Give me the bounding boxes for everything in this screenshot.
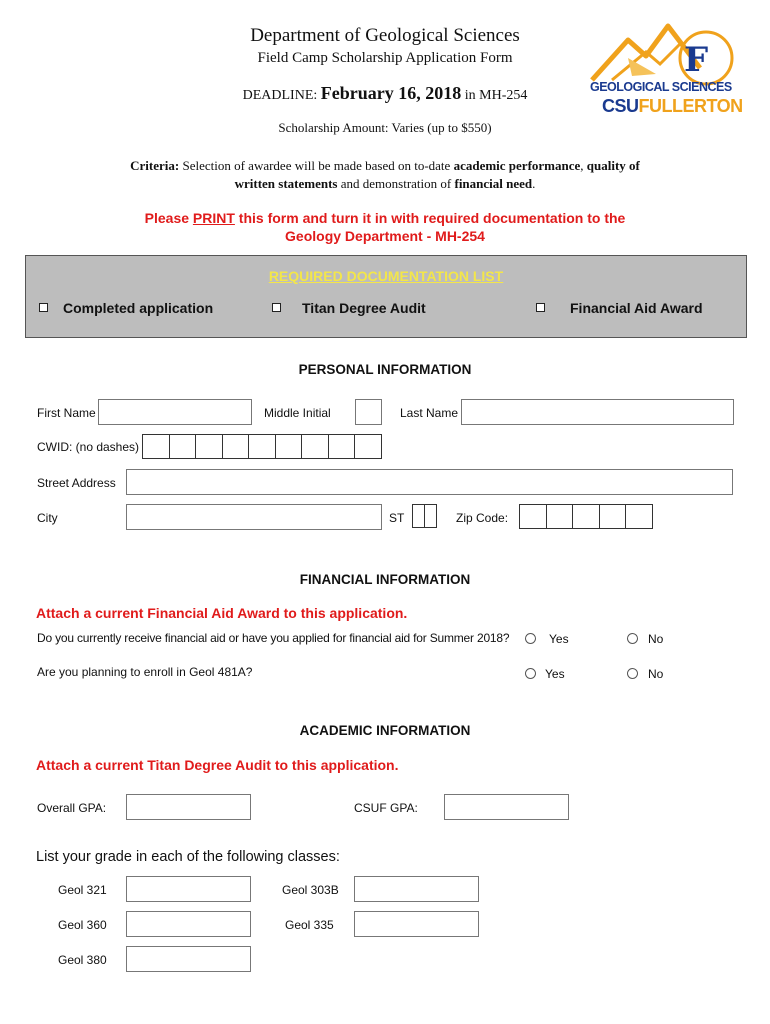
financial-aid-award-checkbox[interactable] [536,303,545,312]
cwid-digit-cell[interactable] [142,434,170,459]
zip-digit-cell[interactable] [599,504,627,529]
street-address-field[interactable] [126,469,733,495]
cwid-digit-cell[interactable] [354,434,382,459]
logo-line1: GEOLOGICAL SCIENCES [590,80,732,94]
financial-aid-award-label: Financial Aid Award [570,300,703,316]
middle-initial-label: Middle Initial [264,406,331,420]
cwid-digit-cell[interactable] [328,434,356,459]
logo-csu: CSU [602,96,639,116]
first-name-field[interactable] [98,399,252,425]
geol-380-grade-field[interactable] [126,946,251,972]
geol-303b-label: Geol 303B [282,883,339,897]
department-title: Department of Geological Sciences [250,25,520,46]
personal-info-heading: PERSONAL INFORMATION [298,362,472,377]
cwid-digit-cell[interactable] [275,434,303,459]
deadline-location: in MH-254 [464,88,528,103]
logo-letter: F [684,40,709,80]
cwid-digit-cell[interactable] [301,434,329,459]
scholarship-amount: Scholarship Amount: Varies (up to $550) [278,120,492,135]
instruction-print: PRINT [192,210,235,226]
instruction-line2: Geology Department - MH-254 [285,228,485,244]
financial-aid-question: Do you currently receive financial aid or have you applied for financial aid for Summer 2018? [37,631,510,645]
csuf-gpa-label: CSUF GPA: [354,801,418,815]
geological-sciences-logo [588,18,743,128]
completed-application-checkbox[interactable] [39,303,48,312]
form-title: Field Camp Scholarship Application Form [257,50,513,66]
completed-application-label: Completed application [63,300,214,316]
criteria-bold: academic performance [453,158,581,173]
financial-aid-yes-label: Yes [549,632,569,646]
titan-degree-audit-label: Titan Degree Audit [302,300,426,316]
deadline-date: February 16, 2018 [320,83,462,103]
zip-digit-cell[interactable] [572,504,600,529]
overall-gpa-label: Overall GPA: [37,801,107,815]
zip-digit-cell[interactable] [519,504,547,529]
geol-335-grade-field[interactable] [354,911,479,937]
cwid-digit-cell[interactable] [222,434,250,459]
zip-digit-cell[interactable] [546,504,574,529]
financial-aid-no-label: No [648,632,664,646]
geol-321-grade-field[interactable] [126,876,251,902]
print-instruction [60,209,710,245]
cwid-label: CWID: (no dashes) [37,440,140,454]
geol-360-grade-field[interactable] [126,911,251,937]
geol-321-label: Geol 321 [58,883,107,897]
required-docs-title: REQUIRED DOCUMENTATION LIST [268,268,504,284]
city-field[interactable] [126,504,382,530]
geol-481a-question: Are you planning to enroll in Geol 481A? [37,665,253,679]
classes-heading: List your grade in each of the following classes: [36,849,340,865]
criteria-part: , [580,158,584,173]
criteria-bold: quality of [586,158,640,173]
cwid-digit-cell[interactable] [195,434,223,459]
required-docs-panel [25,255,747,338]
last-name-label: Last Name [400,406,459,420]
first-name-label: First Name [37,406,96,420]
geol-481a-no-label: No [648,667,664,681]
financial-aid-no-radio[interactable] [627,633,638,644]
financial-aid-yes-radio[interactable] [525,633,536,644]
financial-info-heading: FINANCIAL INFORMATION [299,572,471,587]
overall-gpa-field[interactable] [126,794,251,820]
instruction-text: this form and turn it in with required documentation to the [238,210,626,226]
criteria-part: and demonstration of [340,176,452,191]
geol-481a-no-radio[interactable] [627,668,638,679]
geol-481a-yes-label: Yes [545,667,565,681]
city-label: City [37,511,58,525]
financial-attach-note: Attach a current Financial Aid Award to this application. [36,605,408,621]
criteria-label: Criteria: [130,158,180,173]
instruction-text: Please [144,210,190,226]
last-name-field[interactable] [461,399,734,425]
geol-380-label: Geol 380 [58,953,107,967]
academic-attach-note: Attach a current Titan Degree Audit to this application. [36,757,399,773]
geol-335-label: Geol 335 [285,918,334,932]
csuf-gpa-field[interactable] [444,794,569,820]
state-label: ST [389,511,405,525]
logo-fullerton: FULLERTON [638,96,743,116]
logo-line2 [602,96,743,117]
geol-481a-yes-radio[interactable] [525,668,536,679]
titan-degree-audit-checkbox[interactable] [272,303,281,312]
criteria-part: . [532,176,536,191]
criteria-text [60,157,710,193]
zip-code-label: Zip Code: [456,511,509,525]
street-address-label: Street Address [37,476,116,490]
criteria-bold: written statements [234,176,338,191]
geol-360-label: Geol 360 [58,918,107,932]
criteria-part: Selection of awardee will be made based on to-date [182,158,451,173]
geol-303b-grade-field[interactable] [354,876,479,902]
academic-info-heading: ACADEMIC INFORMATION [299,723,471,738]
middle-initial-field[interactable] [355,399,382,425]
state-cell[interactable] [424,504,437,528]
criteria-bold: financial need [454,176,533,191]
cwid-digit-cell[interactable] [248,434,276,459]
deadline-label: DEADLINE: [242,88,318,103]
cwid-digit-cell[interactable] [169,434,197,459]
zip-digit-cell[interactable] [625,504,653,529]
